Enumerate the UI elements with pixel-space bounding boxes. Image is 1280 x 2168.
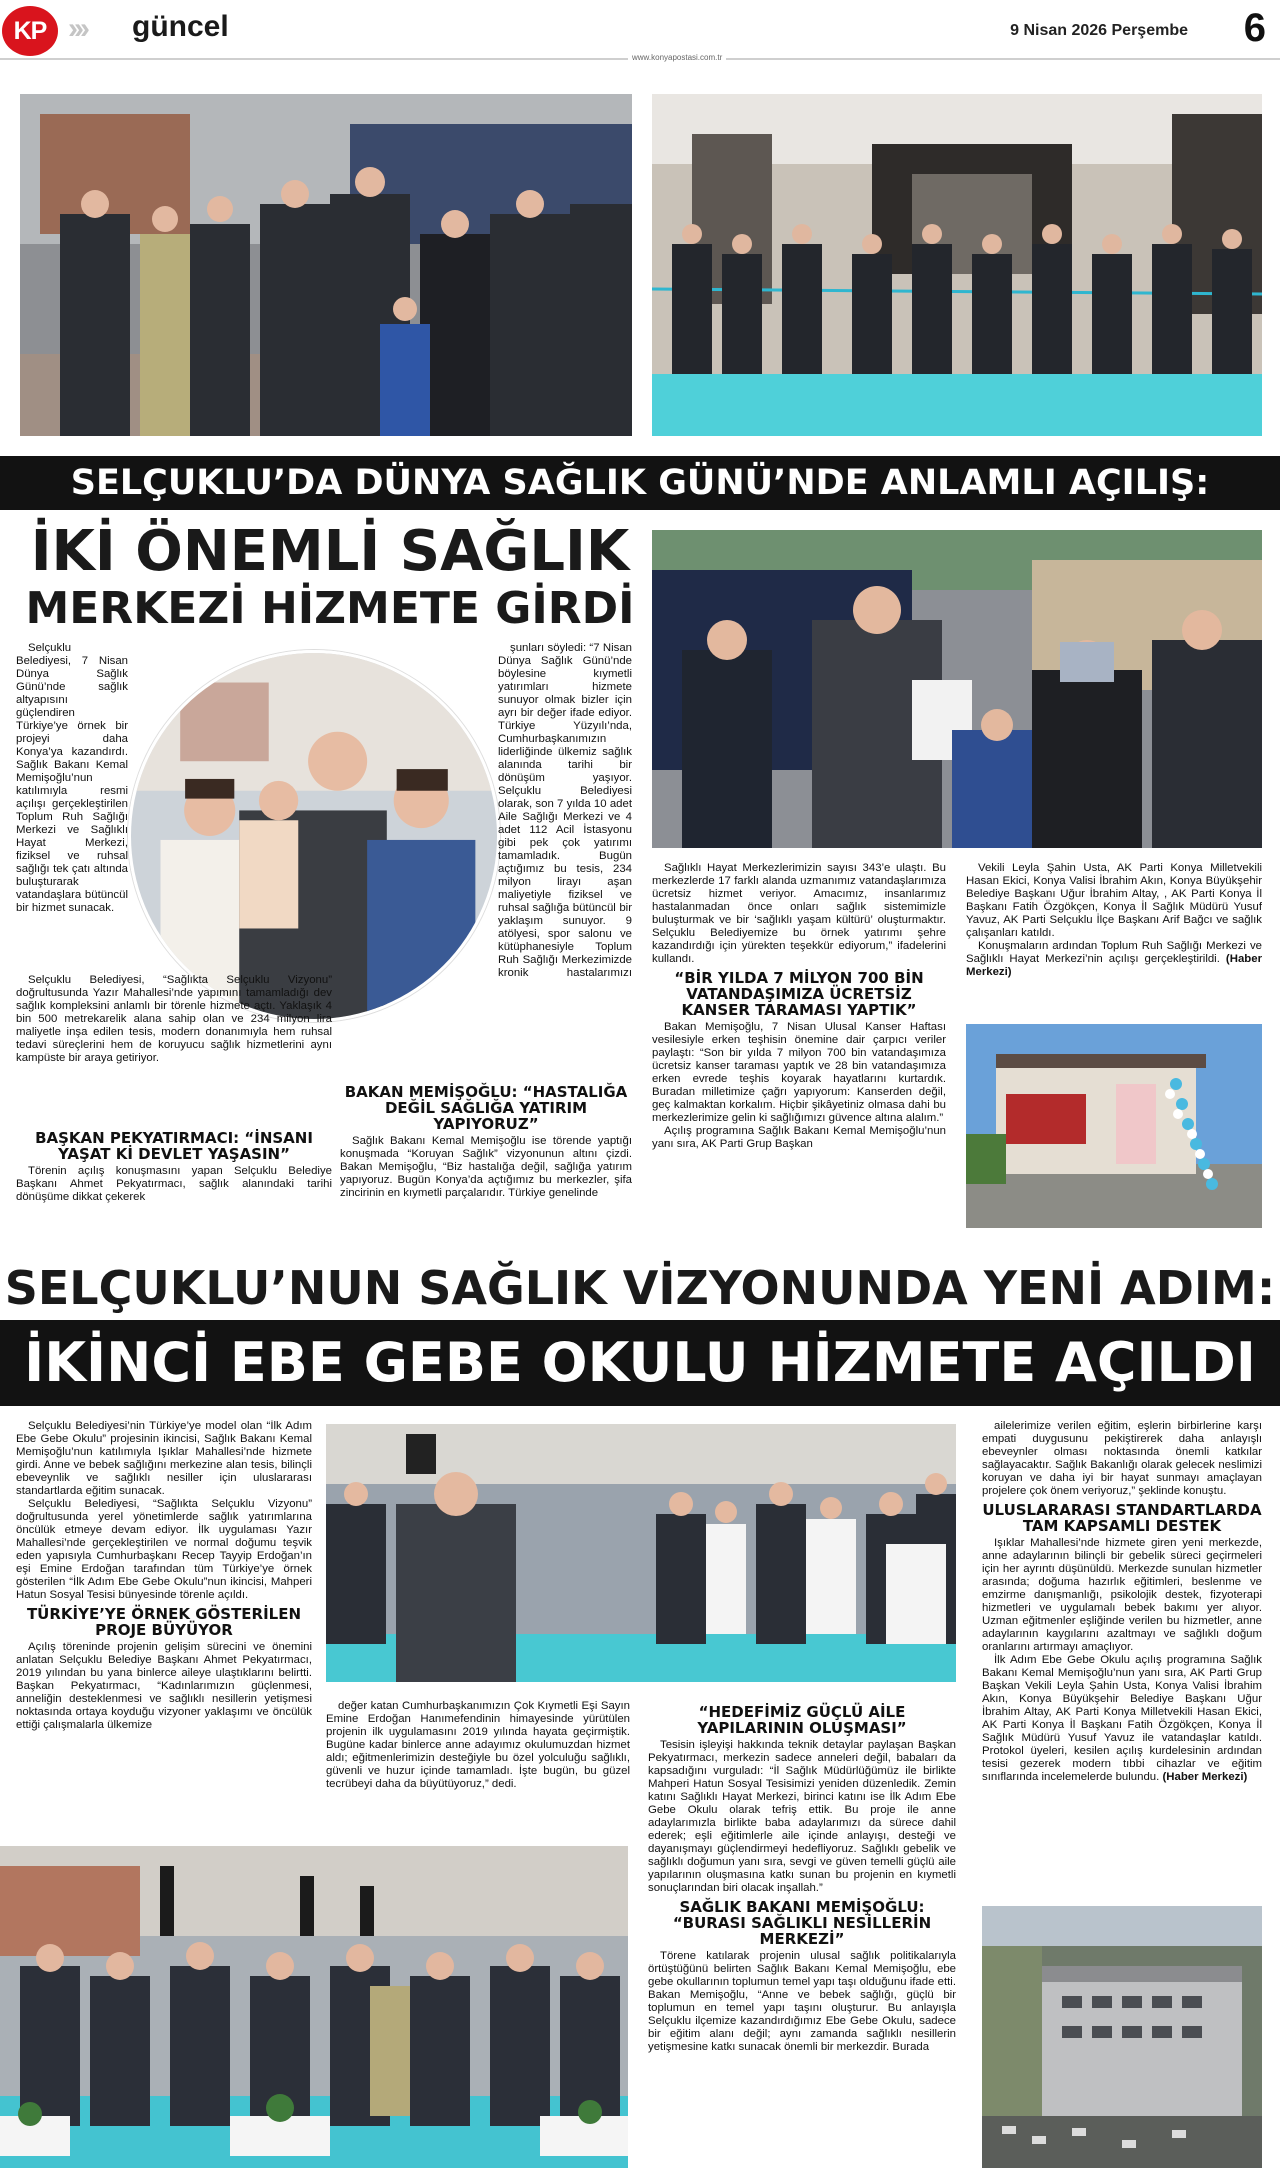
story1-paragraph: Vekili Leyla Şahin Usta, AK Parti Konya Milletvekili Hasan Ekici, Konya Valisi İbrahim Akın, Konya Büyükşehir Belediye Başkanı Uğur İbrahim Altay, , AK Parti Konya İl Başkanı Fatih Özgökçen, Konya İl Sağlık Müdürü Yusuf Yavuz, AK Parti Selçuklu İlçe Başkanı Arif Bağcı ve sağlık çalışanları katıldı. [966,862,1262,939]
story1-paragraph: Selçuklu Belediyesi, “Sağlıkta Selçuklu Vizyonu” doğrultusunda Yazır Mahallesi’nde yapımını tamamladığı dev sağlık kompleksini anlamlı bir törenle hizmete açtı. Yaklaşık 4 bin 500 metrekarelik alana sahip olan ve 234 milyon lira maliyetle inşa edilen tesis, modern donanımıyla hem ruhsal tedavi süreçlerini hem de koruyucu sağlık hizmetlerini aynı kampüste bir araya getiriyor. [16,974,332,1064]
story2-subheading-1: TÜRKİYE’YE ÖRNEK GÖSTERİLEN PROJE BÜYÜYOR [26,1605,302,1639]
story1-paragraph: Selçuklu Belediyesi, 7 Nisan Dünya Sağlık Günü’nde sağlık altyapısını güçlendiren Türkiye’ye örnek bir projeyi daha Konya’ya kazandırdı. Sağlık Bakanı Kemal Memişoğlu’nun katılımıyla resmi açılışı gerçekleştirilen Toplum Ruh Sağlığı Merkezi ve Sağlıklı Hayat Merkezi, fiziksel ve ruhsal sağlığı tek çatı altında buluşturarak vatandaşlara bütüncül bir hizmet sunacak. [16,642,128,914]
story2-paragraph-text: İlk Adım Ebe Gebe Okulu açılış programına Sağlık Bakanı Kemal Memişoğlu’nun yanı sıra, AK Parti Grup Başkan Vekili Leyla Şahin Usta, Konya Valisi İbrahim Akın, Konya Büyükşehir Belediye Başkanı Uğur İbrahim Altay, AK Parti Konya Milletvekili Hasan Ekici, AK Parti Konya İl Başkanı Fatih Özgökçen, Konya İl Sağlık Müdürü Yusuf Yavuz ile vatandaşlar katıldı. Protokol üyeleri, kesilen açılış kurdelesinin ardından tesisi gezerek modern tıbbi cihazlar ve eğitim sınıflarında incelemelerde bulundu. [982,1654,1262,1783]
story1-col4 [966,862,1262,1012]
story1-col2-bottom [340,1080,632,1230]
story2-paragraph: Işıklar Mahallesi’nde hizmete giren yeni merkezde, anne adaylarının bilinçli bir gebelik süreci geçirmeleri için her ayrıntı düşünüldü. Merkezde sunulan hizmetler arasında; doğuma hazırlık eğitimleri, beslenme ve emzirme danışmanlığı, psikolojik destek, fizyoterapi hizmetleri ve uygulamalı bebek bakımı yer alıyor. Uzman eğitmenler eşliğinde verilen bu hizmetler, anne adaylarının kaygılarını azaltmayı ve sağlıklı doğum oranlarını artırmayı amaçlıyor. [982,1537,1262,1653]
photo-minister-baby-circle [128,650,500,1022]
story1-col1-top [16,642,128,972]
story2-paragraph: Tesisin işleyişi hakkında teknik detaylar paylaşan Başkan Pekyatırmacı, merkezin sadece anneleri değil, babaları da kapsadığını vurguladı: “İl Sağlık Müdürlüğümüz ile birlikte Mahperi Hatun Sosyal Tesisimizi yeniden düzenledik. Zemin katını Sağlıklı Hayat Merkezi, birinci katını ise İlk Adım Ebe Gebe Okulu olarak tefriş ettik. Bu proje ile anne adaylarımızla birlikte baba adaylarımızı da sürece dahil ederek; eşli eğitimlerle aile içinde anlayışı, desteği ve dayanışmayı güçlendirmeyi hedefliyoruz. Sağlıklı gebelik ve sağlıklı doğumun yanı sıra, sevgi ve güven temelli güçlü aile yapılarının oluşmasına katkı sunan bu projenin en kıymetli sonuçlarından biri olacak inşallah.” [648,1739,956,1894]
story2-paragraph: Selçuklu Belediyesi’nin Türkiye’ye model olan “İlk Adım Ebe Gebe Okulu” projesinin ikincisi, Sağlık Bakanı Kemal Memişoğlu’nun katılımıyla Işıklar Mahallesi’nde hizmete girdi. Anne ve bebek sağlığını merkezine alan tesis, bilinçli ebeveynlik ve sağlıklı nesiller için uluslararası standartlarda eğitim sunacak. [16,1420,312,1497]
story1-headline-line2: MERKEZİ HİZMETE GİRDİ [25,583,635,634]
photo-minister-crowd [20,94,632,436]
photo-protocol-seated [0,1846,628,2168]
story2-paragraph: değer katan Cumhurbaşkanımızın Çok Kıymetli Eşi Sayın Emine Erdoğan Hanımefendinin himayesinde yürütülen projenin ilk uygulamasını 2019 yılında hayata geçirmiştik. Bugüne kadar binlerce anne adayımız okulumuzdan hizmet aldı; eğitmenlerimizin desteğiyle bu özel yolculuğu sağlıklı, güvenli ve huzur içinde tamamladı. İşte bugün, bu güzel tecrübeyi daha da büyütüyoruz,” dedi. [326,1700,630,1790]
story1-col1-bottom [16,1126,332,1230]
story1-credit: (Haber Merkezi) [966,953,1262,978]
photo-minister-selfie-group [326,1424,956,1682]
story1-paragraph: Sağlık Bakanı Kemal Memişoğlu ise törende yaptığı konuşmada “Koruyan Sağlık” vizyonunun altını çizdi. Bakan Memişoğlu, “Biz hastalığa değil, sağlığa yatırım yapıyoruz. Bugün Konya’da açtığımız bu merkezler, şifa zincirinin en kıymetli parçalarıdır. Türkiye genelinde [340,1135,632,1199]
photo-ribbon-cutting [652,94,1262,436]
story1-paragraph: Bakan Memişoğlu, 7 Nisan Ulusal Kanser Haftası vesilesiyle erken teşhisin önemine dair çarpıcı veriler paylaştı: “Son bir yılda 7 milyon 700 bin vatandaşımıza ücretsiz kanser taraması yaptık ve 28 bin vatandaşımıza erken evrede teşhis koyarak hayatlarını kurtardık. Buradan milletimize çağrı yapıyorum: Kanserden değil, geç kalmaktan korkalım. Hiçbir şikâyetiniz olmasa dahi bu merkezlerimize gelin ki sağlığımızı güvence altına alalım.” [652,1021,946,1124]
chevron-right-icon: ››› [68,12,86,45]
story2-paragraph: Selçuklu Belediyesi, “Sağlıkta Selçuklu Vizyonu” doğrultusunda yerel yönetimlerde sağlık yatırımlarına öncülük etmeye devam ediyor. İlk uygulaması Yazır Mahallesi’nde gerçekleştirilen ve normal doğumu teşvik eden yapısıyla Cumhurbaşkanı Recep Tayyip Erdoğan’ın eşi Emine Erdoğan tarafından tüm Türkiye’ye örnek gösterilen “İlk Adım Ebe Gebe Okulu”nun ikincisi, Mahperi Hatun Sosyal Tesisi bünyesinde törenle açıldı. [16,1498,312,1601]
story1-kicker: SELÇUKLU’DA DÜNYA SAĞLIK GÜNÜ’NDE ANLAMLI AÇILIŞ: [0,456,1280,510]
story1-paragraph [966,940,1262,979]
story1-paragraph: Açılış programına Sağlık Bakanı Kemal Memişoğlu’nun yanı sıra, AK Parti Grup Başkan [652,1125,946,1150]
photo-building-balloons [966,1024,1262,1228]
story2-col1 [16,1420,312,1820]
story1-paragraph: şunları söyledi: “7 Nisan Dünya Sağlık Günü’nde böylesine kıymetli yatırımları hizmete sunuyor olmak bizler için ayrı bir değer ifade ediyor. Türkiye Yüzyılı’nda, Cumhurbaşkanımızın liderliğinde ülkemiz sağlık alanında tarihi bir dönüşüm yaşıyor. Selçuklu Belediyesi olarak, son 7 yılda 10 adet Aile Sağlığı Merkezi ve 4 adet 112 Acil İstasyonu gibi pek çok yatırımı tamamladık. Bugün açtığımız bu tesis, 234 milyon lirayı aşan maliyetiyle fiziksel ve ruhsal sağlığa bütüncül bir yaklaşım sunuyor. 9 atölyesi, spor salonu ve kütüphanesiyle Toplum Ruh Sağlığı Merkezimizde kronik hastalarımızı [498,642,632,977]
story1-paragraph-text: Konuşmaların ardından Toplum Ruh Sağlığı Merkezi ve Sağlıklı Hayat Merkezi’nin açılışı gerçekleştirildi. [966,940,1262,965]
story2-subheading-2: “HEDEFİMİZ GÜÇLÜ AİLE YAPILARININ OLUŞMASI” [697,1703,907,1737]
issue-date: 9 Nisan 2026 Perşembe [1010,22,1188,39]
page-number: 6 [1243,6,1266,50]
story2-paragraph: Törene katılarak projenin ulusal sağlık politikalarıyla örtüştüğünü belirten Sağlık Bakanı Kemal Memişoğlu, ebe gebe okullarının toplumun temel yapı taşı olduğunu ifade etti. Bakan Memişoğlu, “Anne ve bebek sağlığı, güçlü bir toplumun en temel yapı taşını oluşturur. Bu anlayışla Selçuklu ilçemize kazandırdığımız Ebe Gebe Okulu, sadece bir eğitim alanı değil; aynı zamanda sağlıklı nesillerin yetişmesine katkı sunacak önemli bir merkezdir. Burada [648,1950,956,2053]
story1-subheading-1: BAŞKAN PEKYATIRMACI: “İNSANI YAŞAT Kİ DEVLET YAŞASIN” [35,1129,313,1163]
story2-credit: (Haber Merkezi) [1162,1771,1248,1783]
story2-col4 [982,1420,1262,1896]
story1-col2-top [498,642,632,977]
story2-headline: İKİNCİ EBE GEBE OKULU HİZMETE AÇILDI [0,1320,1280,1406]
story2-paragraph: ailelerimize verilen eğitim, eşlerin birbirlerine karşı empati duygusunu pekiştirerek daha anlayışlı ebeveynler olması noktasında önemli katkılar sağlayacaktır. Sağlık Bakanlığı olarak gelecek neslimizi koruyan ve daha iyi bir hayat sunmayı amaçlayan projelere çok önem veriyoruz,” şeklinde konuştu. [982,1420,1262,1497]
story2-paragraph: Açılış töreninde projenin gelişim sürecini ve önemini anlatan Selçuklu Belediye Başkanı Ahmet Pekyatırmacı, 2019 yılından bu yana binlerce aileye ulaştıklarını belirtti. Başkan Pekyatırmacı, “Kadınlarımızın güçlenmesi, anneliğin desteklenmesi ve sağlıklı nesillerin yetişmesi noktasında ortaya koyduğu vizyoner yaklaşımı ve öncülük ettiği çalışmalarla ülkemize [16,1641,312,1731]
story2-subheading-4: ULUSLARARASI STANDARTLARDA TAM KAPSAMLI DESTEK [982,1501,1262,1535]
photo-minister-flowers [652,530,1262,848]
story2-subheading-3: SAĞLIK BAKANI MEMİŞOĞLU: “BURASI SAĞLIKLI NESİLLERİN MERKEZİ” [672,1898,932,1948]
story2-col3 [648,1700,956,2160]
story1-subheading-3: “BİR YILDA 7 MİLYON 700 BİN VATANDAŞIMIZA ÜCRETSİZ KANSER TARAMASI YAPTIK” [674,969,924,1019]
photo-aerial-building [982,1906,1262,2168]
story1-subheading-2: BAKAN MEMİŞOĞLU: “HASTALIĞA DEĞİL SAĞLIĞA YATIRIM YAPIYORUZ” [344,1083,628,1133]
story2-paragraph [982,1654,1262,1784]
story1-col1-mid [16,974,332,1100]
story2-kicker: SELÇUKLU’NUN SAĞLIK VİZYONUNDA YENİ ADIM: [4,1261,1276,1315]
story2-col2 [326,1700,630,1832]
story1-headline-line1: İKİ ÖNEMLİ SAĞLIK [30,519,630,584]
story1-paragraph: Sağlıklı Hayat Merkezlerimizin sayısı 343’e ulaştı. Bu merkezlerde 17 farklı alanda uzmanımız vatandaşlarımıza ücretsiz hizmet veriyor. Amacımız, insanlarımız hastalanmadan önce onları sağlık sistemimizle buluşturmak ve bir ‘sağlıklı yaşam kültürü’ oluşturmaktır. Selçuklu Belediyemize bu örnek yatırımı şehre kazandırdığı için yürekten teşekkür ediyorum,” ifadelerini kullandı. [652,862,946,965]
site-url[interactable]: www.konyapostasi.com.tr [628,53,726,62]
story1-col3 [652,862,946,1230]
newspaper-logo[interactable]: KP [2,6,58,56]
masthead [0,0,1280,64]
section-title: güncel [132,10,229,43]
story1-paragraph: Törenin açılış konuşmasını yapan Selçuklu Belediye Başkanı Ahmet Pekyatırmacı, sağlık alanındaki tarihi dönüşüme dikkat çekerek [16,1165,332,1203]
